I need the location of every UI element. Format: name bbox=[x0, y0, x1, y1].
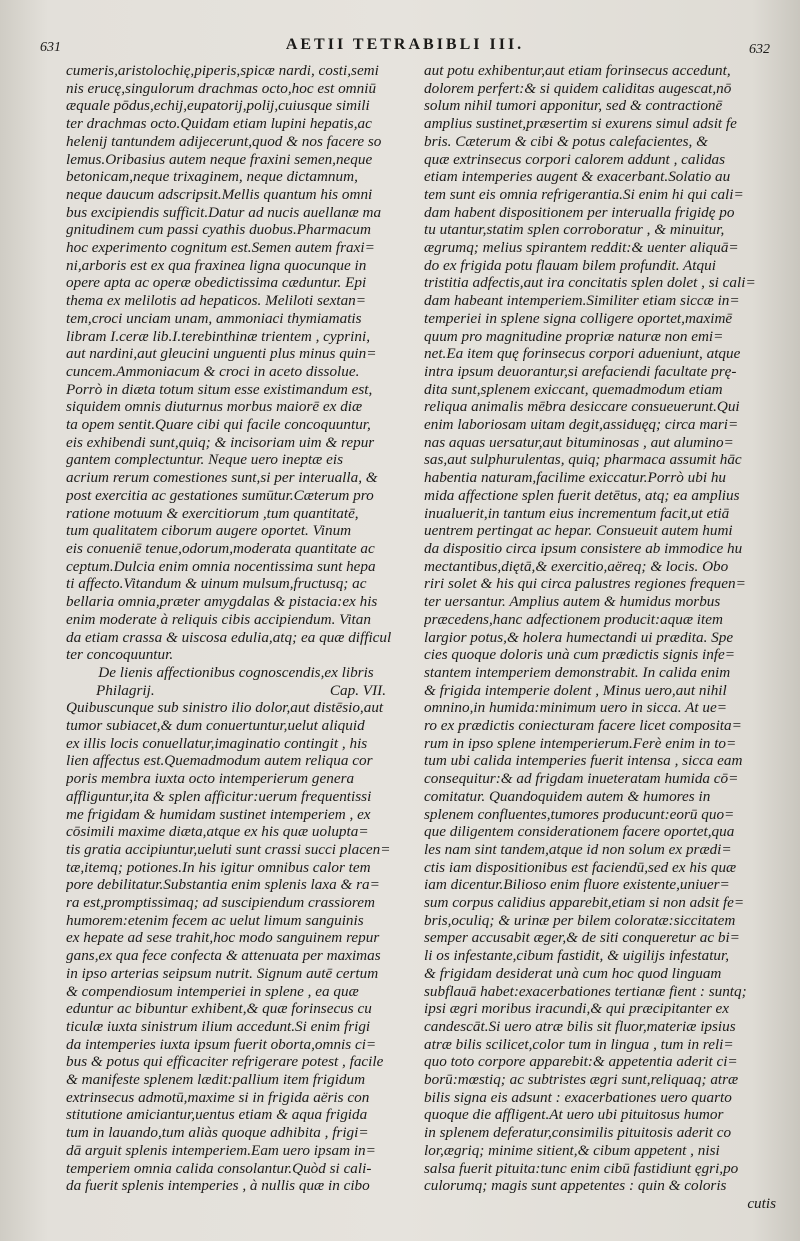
text-line: thema ex melilotis ad hepaticos. Meliloti sextan= bbox=[66, 292, 367, 310]
text-line: poris membra iuxta octo intemperierum genera bbox=[66, 770, 355, 788]
text-line: eis exhibendi sunt,quiq; & incisoriam uim & repur bbox=[66, 433, 375, 451]
text-line: bris,oculiq; & urinæ per bilem coloratæ:siccitatem bbox=[424, 911, 736, 929]
text-line: ta opem sentit.Quare cibi qui facile concoquuntur, bbox=[66, 416, 371, 434]
text-line: Quibuscunque sub sinistro ilio dolor,aut distēsio,aut bbox=[66, 699, 384, 717]
folio-right: 632 bbox=[749, 42, 770, 57]
text-line: bris. Cæterum & cibi & potus calefacientes, & bbox=[424, 132, 708, 150]
text-line: tumor subiacet,& dum conuertuntur,uelut aliquid bbox=[66, 717, 365, 735]
text-line: stantem intemperiem demonstrabit. In calida enim bbox=[424, 663, 731, 681]
text-line: & manifeste splenem lædit:pallium item frigidum bbox=[66, 1071, 366, 1089]
text-line: quoque die affligent.At uero ubi pituitosus humor bbox=[424, 1106, 724, 1124]
section-heading: De lienis affectionibus cognoscendis,ex libris bbox=[98, 663, 374, 681]
text-line: borū:mœstiq; ac subtristes ægri sunt,reliquaq; atræ bbox=[424, 1071, 739, 1089]
text-line: bellaria omnia,præter amygdalas & pistacia:ex his bbox=[66, 593, 378, 611]
text-line: siquidem omnis diuturnus morbus maiorē ex diæ bbox=[66, 398, 363, 416]
text-line: bus & potus qui efficaciter refrigerare potest , facile bbox=[66, 1053, 384, 1071]
text-line: hoc experimento cognitum est.Semen autem fraxi= bbox=[66, 239, 375, 257]
text-line: ticulæ iuxta sinistrum ilium accedunt.Si enim frigi bbox=[66, 1017, 371, 1035]
text-line: quum pro magnitudine propriæ naturæ non emi= bbox=[424, 327, 724, 345]
text-line: ægrumq; melius spirantem reddit:& uenter aliquā= bbox=[424, 239, 739, 257]
page-header bbox=[40, 36, 770, 58]
text-line: quæ extrinsecus corpori calorem addunt , calidas bbox=[424, 150, 726, 168]
text-line: tristitia adfectis,aut ira concitatis splen dolet , si cali= bbox=[424, 274, 756, 292]
text-line: enim laboriosam uitam degit,assiduęq; circa mari= bbox=[424, 416, 739, 434]
text-line: cuncem.Ammoniacum & croci in aceto dissolue. bbox=[66, 362, 360, 380]
text-line: dita sunt,splenem exiccant, quemadmodum etiam bbox=[424, 380, 723, 398]
section-source: Philagrij. bbox=[96, 681, 155, 699]
text-line: semper accusabit æger,& de siti conqueretur ac bi= bbox=[424, 929, 740, 947]
text-line: enim moderate à reliquis cibis accipiendum. Vitan bbox=[66, 610, 371, 628]
text-line: Porrò in diæta totum situm esse existimandum est, bbox=[66, 380, 373, 398]
catchword: cutis bbox=[747, 1195, 776, 1212]
text-line: lien affectus est.Quemadmodum autem reliqua cor bbox=[66, 752, 373, 770]
text-line: gnitudinem cum passi cyathis duobus.Pharmacum bbox=[66, 221, 371, 239]
text-line: da dispositio circa ipsum consistere ab immodice hu bbox=[424, 539, 743, 557]
text-line: gantem complectuntur. Neque uero ineptæ eis bbox=[66, 451, 343, 469]
text-line: reliqua animalis mēbra desiccare consueuerunt.Qui bbox=[424, 398, 740, 416]
text-line: humorem:etenim fecem ac uelut limum sanguinis bbox=[66, 911, 364, 929]
text-line: ipsi ægri moribus iracundi,& qui præcipitanter ex bbox=[424, 1000, 730, 1018]
text-line: subflauā habet:exacerbationes tertianæ fient : suntq; bbox=[424, 982, 747, 1000]
text-line: riri solet & his qui circa palustres regiones frequen= bbox=[424, 575, 746, 593]
text-line: do ex frigida potu flauam bilem profundit. Atqui bbox=[424, 256, 716, 274]
folio-left: 631 bbox=[40, 40, 61, 55]
text-line: mectantibus,diętā,& exercitio,aëreq; & locis. Obo bbox=[424, 557, 729, 575]
text-line: acrium rerum comestiones sunt,si per interualla, & bbox=[66, 469, 378, 487]
text-line: ro ex prædictis coniecturam facere licet composita= bbox=[424, 717, 742, 735]
text-line: ra est,promptissimaq; ad suscipiendum crassiorem bbox=[66, 894, 375, 912]
text-line: quo toto corpore apparebit:& appetentia aderit ci= bbox=[424, 1053, 738, 1071]
text-line: ctis iam dispositionibus est faciendū,sed ex his quæ bbox=[424, 858, 737, 876]
text-line: nis erucę,singulorum drachmas octo,hoc est omniū bbox=[66, 79, 377, 97]
text-line: culorumq; magis sunt appetentes : quin & coloris bbox=[424, 1177, 727, 1195]
text-line: nas aquas uersatur,aut bituminosas , aut alumino= bbox=[424, 433, 734, 451]
text-line: inualuerit,in tantum eius incrementum facit,ut etiā bbox=[424, 504, 730, 522]
text-line: ratione motuum & exercitiorum ,tum quantitatē, bbox=[66, 504, 359, 522]
text-line: opere apta ac operæ obedictissima cæduntur. Epi bbox=[66, 274, 367, 292]
text-line: les nam sint tandem,atque id non solum ex prædi= bbox=[424, 840, 732, 858]
text-line: & compendiosum intemperiei in splene , ea quæ bbox=[66, 982, 359, 1000]
text-line: cies quoque doloris unà cum prædictis signis infe= bbox=[424, 646, 736, 664]
text-line: sum corpus calidius apparebit,etiam si non adsit fe= bbox=[424, 894, 745, 912]
text-line: ex hepate ad sese trahit,hoc modo sanguinem repur bbox=[66, 929, 380, 947]
text-line: aut potu exhibentur,aut etiam forinsecus accedunt, bbox=[424, 62, 731, 79]
left-column bbox=[66, 62, 406, 1195]
text-line: salsa fuerit pituita:tunc enim cibū fastidiunt ęgri,po bbox=[424, 1159, 739, 1177]
section-heading-line2 bbox=[66, 682, 406, 700]
text-line: dam habeant intemperiem.Similiter etiam siccæ in= bbox=[424, 292, 740, 310]
text-line: lor,ægriq; minime sitient,& cibum appetent , nisi bbox=[424, 1141, 720, 1159]
text-line: habentia naturam,facilime exiccatur.Porrò ubi hu bbox=[424, 469, 727, 487]
text-line: neque daucum adscripsit.Mellis quantum his omni bbox=[66, 185, 373, 203]
text-line: in splenem deferatur,consimilis pituitosis aderit co bbox=[424, 1124, 732, 1142]
text-line: ter uersantur. Amplius autem & humidus morbus bbox=[424, 593, 721, 611]
text-line: da intemperies iuxta ipsum fuerit oborta,omnis ci= bbox=[66, 1035, 377, 1053]
text-line: temperiem omnia calida consolantur.Quòd si cali- bbox=[66, 1159, 372, 1177]
text-line: tum in lauando,tum aliàs quoque adhibita , frigi= bbox=[66, 1124, 369, 1142]
text-line: cōsimili maxime diæta,atque ex his quæ uolupta= bbox=[66, 823, 369, 841]
text-line: que diligentem considerationem facere oportet,qua bbox=[424, 823, 735, 841]
text-line: eis conueniē tenue,odorum,moderata quantitate ac bbox=[66, 539, 375, 557]
text-line: tu utantur,statim splen corroboratur , & minuitur, bbox=[424, 221, 725, 239]
text-line: in ipso arterias seipsum nutrit. Signum autē certum bbox=[66, 964, 379, 982]
text-line: da fuerit splenis intemperies , à nullis quæ in cibo bbox=[66, 1177, 370, 1195]
text-line: tæ,itemq; potiones.In his igitur omnibus calor tem bbox=[66, 858, 371, 876]
text-line: extrinsecus admotū,maxime si in frigida aëris con bbox=[66, 1088, 370, 1106]
text-line: æquale pōdus,echij,eupatorij,polij,cuiusque simili bbox=[66, 97, 370, 115]
text-line: mida affectione splen fuerit detētus, atq; ea amplius bbox=[424, 486, 740, 504]
text-line: ti affecto.Vitandum & uinum mulsum,fructusq; ac bbox=[66, 575, 367, 593]
text-line: uentrem pertingat ac hepar. Consueuit autem humi bbox=[424, 522, 733, 540]
text-line: splenem confluentes,tumores producunt:eorū quo= bbox=[424, 805, 735, 823]
text-line: betonicam,neque trixaginem, neque dictamnum, bbox=[66, 168, 358, 186]
text-line: ter concoquuntur. bbox=[66, 646, 174, 664]
text-line: stitutione amiciantur,uentus etiam & aqua frigida bbox=[66, 1106, 368, 1124]
text-line: me frigidam & humidam sustinet intemperiem , ex bbox=[66, 805, 371, 823]
text-line: candescāt.Si uero atræ bilis sit fluor,materiæ ipsius bbox=[424, 1017, 736, 1035]
text-line: omnino,in humida:minimum uero in sicca. At ue= bbox=[424, 699, 728, 717]
text-line: & frigida intemperie dolent , Minus uero,aut nihil bbox=[424, 681, 727, 699]
text-line: cumeris,aristolochię,piperis,spicæ nardi, costi,semi bbox=[66, 62, 379, 79]
text-line: rum in ipso splene intemperierum.Ferè enim in to= bbox=[424, 734, 737, 752]
text-line: solum nihil tumori apponitur, sed & contractionē bbox=[424, 97, 723, 115]
text-line: tum qualitatem ciborum augere oportet. Vinum bbox=[66, 522, 352, 540]
text-line: eduntur ac bibuntur exhibent,& quæ forinsecus cu bbox=[66, 1000, 372, 1018]
text-line: præcedens,hanc adfectionem producit:aquæ item bbox=[424, 610, 723, 628]
text-line: largior potus,& holera humectandi ui prædita. Spe bbox=[424, 628, 734, 646]
text-line: dam habent dispositionem per interualla frigidę po bbox=[424, 203, 735, 221]
text-line: amplius sustinet,præsertim si exurens simul adsit fe bbox=[424, 115, 737, 133]
text-line: li os infestante,cibum fastidit, & uigilijs infestatur, bbox=[424, 947, 730, 965]
text-line: ter drachmas octo.Quidam etiam lupini hepatis,ac bbox=[66, 115, 372, 133]
text-line: aut nardini,aut gleucini unguenti plus minus quin= bbox=[66, 345, 377, 363]
text-line: dolorem perfert:& si quidem caliditas augescat,nō bbox=[424, 79, 732, 97]
running-title: AETII TETRABIBLI III. bbox=[285, 36, 525, 53]
text-line: pore debilitatur.Substantia enim splenis laxa & ra= bbox=[66, 876, 380, 894]
text-line: gans,ex qua fece confecta & attenuata per maximas bbox=[66, 947, 381, 965]
text-line: iam dicentur.Bilioso enim fluore existente,uniuer= bbox=[424, 876, 730, 894]
text-line: temperiei in splene signa colligere oportet,maximē bbox=[424, 309, 733, 327]
text-line: sas,aut sulphurulentas, quiq; pharmaca assumit hāc bbox=[424, 451, 742, 469]
text-line: dā arguit splenis intemperiem.Eam uero ipsam in= bbox=[66, 1141, 376, 1159]
text-line: net.Ea item quę forinsecus corpori adueniunt, atque bbox=[424, 345, 741, 363]
chapter-number: Cap. VII. bbox=[329, 681, 386, 699]
text-line: libram I.ceræ lib.I.terebinthinæ trientem , cyprini, bbox=[66, 327, 370, 345]
text-line: lemus.Oribasius autem neque fraxini semen,neque bbox=[66, 150, 373, 168]
text-line: bus excipiendis sufficit.Datur ad nucis auellanæ ma bbox=[66, 203, 382, 221]
text-line: etiam intemperies augent & exacerbant.Solatio au bbox=[424, 168, 731, 186]
text-line: & frigidam desiderat unà cum hoc quod linguam bbox=[424, 964, 722, 982]
text-line: bilis signa eis adsunt : exacerbationes uero quarto bbox=[424, 1088, 732, 1106]
text-line: post exercitia ac gestationes sumūtur.Cæterum pro bbox=[66, 486, 374, 504]
text-line: atræ bilis scilicet,color tum in lingua , tum in reli= bbox=[424, 1035, 734, 1053]
right-column bbox=[424, 62, 776, 1213]
text-line: affliguntur,ita & splen afficitur:uerum frequentissi bbox=[66, 787, 372, 805]
text-line: ni,arboris est ex qua fraxinea ligna quocunque in bbox=[66, 256, 367, 274]
text-line: tis gratia accipiuntur,ueluti sunt crassi succi placen= bbox=[66, 840, 391, 858]
text-line: tem sunt eis omnia refrigerantia.Si enim hi qui cali= bbox=[424, 185, 744, 203]
text-line: comitatur. Quandoquidem autem & humores in bbox=[424, 787, 711, 805]
text-line: consequitur:& ad frigdam inueteratam humida cō= bbox=[424, 770, 739, 788]
text-line: helenij tantundem adijecerunt,quod & nos facere so bbox=[66, 132, 382, 150]
text-line: ceptum.Dulcia enim omnia nocentissima sunt hepa bbox=[66, 557, 376, 575]
text-line: da etiam crassa & uiscosa edulia,atq; ea quæ difficul bbox=[66, 628, 392, 646]
text-line: tem,croci unciam unam, ammoniaci thymiamatis bbox=[66, 309, 362, 327]
text-line: tum ubi calida intemperies fuerit intensa , sicca eam bbox=[424, 752, 743, 770]
text-line: intra ipsum deuorantur,si arefaciendi facultate prę- bbox=[424, 362, 737, 380]
text-line: ex illis locis conuellatur,imaginatio contingit , his bbox=[66, 734, 368, 752]
